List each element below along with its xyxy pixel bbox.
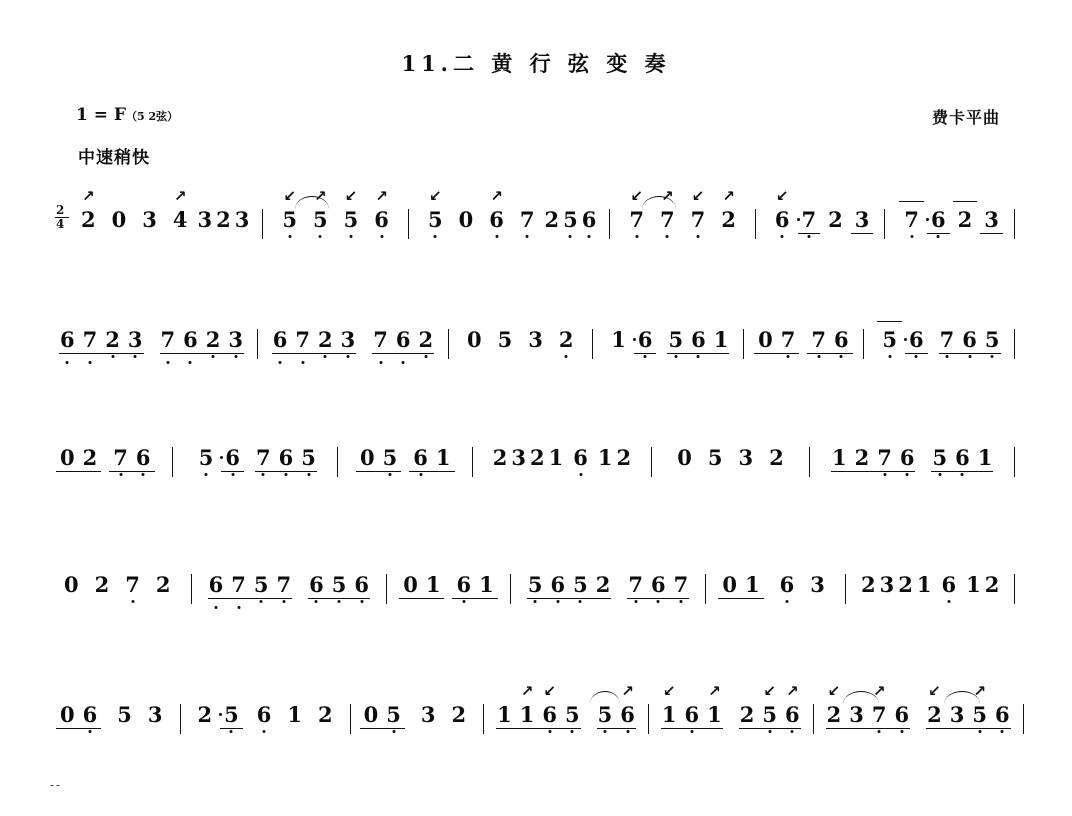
- note: 7: [512, 205, 543, 235]
- measure: [493, 700, 639, 730]
- note: 3: [511, 445, 526, 470]
- measure: [859, 570, 1001, 600]
- beam-group: [56, 325, 147, 355]
- note: 7: [227, 570, 250, 600]
- note: 6: [132, 443, 155, 473]
- measure: [603, 325, 732, 355]
- note: 1: [287, 702, 302, 727]
- note: 4 ↗: [165, 205, 196, 235]
- barline: [408, 209, 409, 239]
- note: 6: [934, 570, 965, 600]
- note: 7: [273, 570, 296, 600]
- note: 1: [916, 572, 932, 597]
- barline: [180, 704, 181, 734]
- note: 7: [291, 325, 314, 355]
- note: 2: [950, 205, 981, 235]
- note: 6: [580, 205, 599, 235]
- beam-group: [157, 325, 248, 355]
- measure: [828, 443, 996, 473]
- note: 7: [777, 325, 800, 355]
- note: 7: [117, 570, 148, 600]
- note: 6: [305, 570, 328, 600]
- note: 7 ↙: [683, 205, 714, 235]
- note: 6: [830, 325, 853, 355]
- note: 2: [492, 445, 508, 470]
- note: 7: [936, 325, 959, 355]
- note: 2: [984, 572, 1000, 597]
- note: 1: [603, 325, 634, 355]
- note: 2: [155, 572, 171, 597]
- barline: [648, 704, 649, 734]
- note: 5 ↙: [336, 205, 367, 235]
- note: 6: [179, 325, 202, 355]
- note: 6: [891, 700, 914, 730]
- measure: [718, 570, 833, 600]
- measure: [360, 700, 475, 730]
- note: 2: [898, 572, 913, 597]
- measure: [56, 443, 155, 473]
- note: 0: [111, 207, 127, 232]
- note: 0: [64, 572, 79, 597]
- note: 0: [677, 445, 692, 470]
- note: 6: [958, 325, 981, 355]
- beam-group: [658, 700, 726, 730]
- tempo-marking: 中速稍快: [78, 148, 150, 168]
- note: 2: [216, 207, 231, 232]
- note: 1: [741, 570, 764, 600]
- music-system-4: [0, 570, 1072, 680]
- note: 6: [634, 325, 657, 355]
- note: 6: [681, 700, 704, 730]
- note: 5: [569, 570, 592, 600]
- beam-group: [624, 570, 692, 600]
- note: 1 ↗: [703, 700, 726, 730]
- note: 3: [946, 700, 969, 730]
- measure: [459, 325, 582, 355]
- barline: [510, 574, 511, 604]
- note: 2: [202, 325, 225, 355]
- measure: [754, 325, 853, 355]
- beam-group: [664, 325, 732, 355]
- note: 6: [392, 325, 415, 355]
- note: 2: [739, 702, 755, 727]
- note: 6: [452, 570, 475, 600]
- note: 5 ↙: [420, 205, 451, 235]
- music-system-2: [0, 325, 1072, 435]
- note: 2: [544, 207, 560, 232]
- beam-group: [369, 325, 437, 355]
- barline: [172, 447, 173, 477]
- note: 5: [191, 443, 222, 473]
- note: 5: [497, 327, 513, 352]
- note: 2: [861, 572, 876, 597]
- note: 5: [220, 700, 243, 730]
- note: 6 ↙: [767, 205, 798, 235]
- note: 3: [879, 572, 895, 597]
- beam-group: [928, 443, 996, 473]
- note: 2 ↙: [823, 700, 846, 730]
- note: 6: [205, 570, 228, 600]
- note: 7: [369, 325, 392, 355]
- measure: [399, 570, 498, 600]
- beam-group: [923, 700, 1014, 730]
- note: 6: [927, 205, 950, 235]
- note: 7: [79, 325, 102, 355]
- note: 3: [142, 207, 157, 232]
- note: 2: [314, 325, 337, 355]
- note: 5: [594, 700, 617, 730]
- beam-group: [493, 700, 584, 730]
- note: 6 ↙: [538, 700, 561, 730]
- barline: [884, 209, 885, 239]
- note: 2: [529, 445, 545, 470]
- note: 0: [399, 570, 422, 600]
- note: 7: [157, 325, 180, 355]
- barline: [472, 447, 473, 477]
- note: 6: [896, 443, 919, 473]
- note: 6 ↗: [616, 700, 639, 730]
- note: 6: [79, 700, 102, 730]
- note: 2: [828, 207, 843, 232]
- note: 7: [873, 443, 896, 473]
- barline: [743, 329, 744, 359]
- music-system-5: [0, 700, 1072, 810]
- beam-group: [305, 570, 373, 600]
- note: 6: [991, 700, 1014, 730]
- note: 6: [647, 570, 670, 600]
- measure: [269, 325, 437, 355]
- note: 7 ↗: [652, 205, 683, 235]
- key-signature-strings: （5 2弦）: [125, 110, 179, 123]
- barline: [257, 329, 258, 359]
- barline: [350, 704, 351, 734]
- note: 2: [415, 325, 438, 355]
- note: 2 ↗: [713, 205, 744, 235]
- note: 7: [807, 325, 830, 355]
- note: 5 ↗: [305, 205, 336, 235]
- note: 3: [810, 572, 825, 597]
- barline: [813, 704, 814, 734]
- note: 6: [269, 325, 292, 355]
- measure: [874, 325, 1003, 355]
- note: 5: [874, 325, 905, 355]
- note: 1: [497, 702, 512, 727]
- measure: [56, 700, 171, 730]
- measure: [621, 205, 744, 235]
- note: 3: [980, 205, 1003, 235]
- key-signature-main: 1 = F: [76, 105, 126, 125]
- beam-group: [205, 570, 296, 600]
- note: 2: [79, 443, 102, 473]
- barline: [1023, 704, 1024, 734]
- note: 3: [845, 700, 868, 730]
- note: 7: [252, 443, 275, 473]
- note: 3: [147, 702, 163, 727]
- barline: [845, 574, 846, 604]
- note: 1: [831, 445, 847, 470]
- note: 7: [670, 570, 693, 600]
- note: 1: [548, 445, 564, 470]
- time-signature: $\frac{2}{4}$: [56, 205, 71, 235]
- note: 0: [56, 443, 79, 473]
- note: 3: [234, 207, 250, 232]
- note: 5 ↙: [758, 700, 781, 730]
- note: 7 ↙: [621, 205, 652, 235]
- note: 7: [798, 205, 821, 235]
- composer-credit: 费卡平曲: [931, 108, 1000, 127]
- beam-group: [828, 443, 919, 473]
- note: 5: [328, 570, 351, 600]
- note: 2: [854, 445, 870, 470]
- note: 0: [718, 570, 741, 600]
- note: 5: [561, 700, 584, 730]
- barline: [651, 447, 652, 477]
- barline: [863, 329, 864, 359]
- note: 5: [928, 443, 951, 473]
- measure: [767, 205, 874, 235]
- measure: [56, 325, 247, 355]
- measure: [658, 700, 804, 730]
- note: 5: [117, 702, 132, 727]
- note: 5: [664, 325, 687, 355]
- beam-group: [736, 700, 804, 730]
- beam-group: [524, 570, 615, 600]
- barline: [755, 209, 756, 239]
- note: 6: [905, 325, 928, 355]
- barline: [386, 574, 387, 604]
- measure: [356, 443, 455, 473]
- measure: [491, 443, 633, 473]
- beam-group: [823, 700, 914, 730]
- note: 1: [713, 327, 729, 352]
- note: 1: [977, 445, 993, 470]
- note: 6: [546, 570, 569, 600]
- note: 5: [561, 205, 580, 235]
- note: 1 ↗: [516, 700, 539, 730]
- note: 1: [966, 572, 981, 597]
- page-footer-fragment: --: [50, 778, 63, 792]
- note: 0: [458, 207, 474, 232]
- measure: [823, 700, 1014, 730]
- note: 3: [124, 325, 147, 355]
- note: 5: [297, 443, 320, 473]
- barline: [1014, 447, 1015, 477]
- barline: [191, 574, 192, 604]
- note: 6: [221, 443, 244, 473]
- note: 6: [565, 443, 596, 473]
- barline: [592, 329, 593, 359]
- measure: [56, 205, 251, 235]
- measure: [56, 570, 179, 600]
- note: 5 ↙: [274, 205, 305, 235]
- note: 3: [420, 702, 436, 727]
- note: 6 ↗: [781, 700, 804, 730]
- note: 2: [94, 572, 110, 597]
- barline: [1014, 574, 1015, 604]
- page-title: 11.二 黄 行 弦 变 奏: [401, 51, 671, 76]
- beam-group: [269, 325, 360, 355]
- barline: [609, 209, 610, 239]
- note: 6 ↗: [366, 205, 397, 235]
- note: 5: [250, 570, 273, 600]
- measure: [274, 205, 397, 235]
- barline: [262, 209, 263, 239]
- music-system-1: [0, 205, 1072, 315]
- note: 5: [524, 570, 547, 600]
- note: 1 ↙: [658, 700, 681, 730]
- note: 2: [318, 702, 333, 727]
- note: 1: [422, 570, 445, 600]
- note: 7: [624, 570, 647, 600]
- measure: [190, 700, 341, 730]
- note: 3: [197, 207, 213, 232]
- beam-group: [936, 325, 1004, 355]
- measure: [191, 443, 320, 473]
- note: 6: [772, 570, 803, 600]
- note: 3: [528, 327, 543, 352]
- measure: [896, 205, 1003, 235]
- note: 2: [769, 445, 784, 470]
- note: 6: [409, 443, 432, 473]
- note: 2: [190, 700, 221, 730]
- note: 2 ↗: [73, 205, 104, 235]
- note: 0: [356, 443, 379, 473]
- barline: [337, 447, 338, 477]
- note: 6 ↗: [481, 205, 512, 235]
- note: 5: [379, 443, 402, 473]
- note: 1: [475, 570, 498, 600]
- note: 3: [337, 325, 360, 355]
- note: 2: [551, 325, 582, 355]
- note: 1: [432, 443, 455, 473]
- note: 3: [851, 205, 874, 235]
- note: 5 ↗: [968, 700, 991, 730]
- note: 0: [754, 325, 777, 355]
- note: 7 ↗: [868, 700, 891, 730]
- note: 2: [616, 445, 632, 470]
- note: 6: [951, 443, 974, 473]
- note: 3: [738, 445, 754, 470]
- key-signature: [76, 105, 178, 125]
- note: 6: [56, 325, 79, 355]
- note: 2: [595, 572, 611, 597]
- note: 6: [687, 325, 710, 355]
- note: 0: [56, 700, 79, 730]
- music-system-3: [0, 443, 1072, 553]
- note: 5: [981, 325, 1004, 355]
- note: 0: [360, 700, 383, 730]
- measure: [669, 443, 792, 473]
- note: 2: [451, 702, 467, 727]
- measure: [420, 205, 598, 235]
- note: 6: [275, 443, 298, 473]
- barline: [483, 704, 484, 734]
- note: 3: [224, 325, 247, 355]
- beam-group: [252, 443, 320, 473]
- barline: [448, 329, 449, 359]
- note: 0: [466, 327, 482, 352]
- note: 2 ↙: [923, 700, 946, 730]
- barline: [705, 574, 706, 604]
- barline: [1014, 209, 1015, 239]
- barline: [1014, 329, 1015, 359]
- measure: [205, 570, 373, 600]
- note: 1: [597, 445, 613, 470]
- note: 7: [896, 205, 927, 235]
- beam-group: [594, 700, 639, 730]
- note: 7: [109, 443, 132, 473]
- note: 5: [382, 700, 405, 730]
- note: 6: [249, 700, 280, 730]
- barline: [809, 447, 810, 477]
- measure: [524, 570, 692, 600]
- note: 5: [707, 445, 723, 470]
- note: 2: [101, 325, 124, 355]
- note: 6: [350, 570, 373, 600]
